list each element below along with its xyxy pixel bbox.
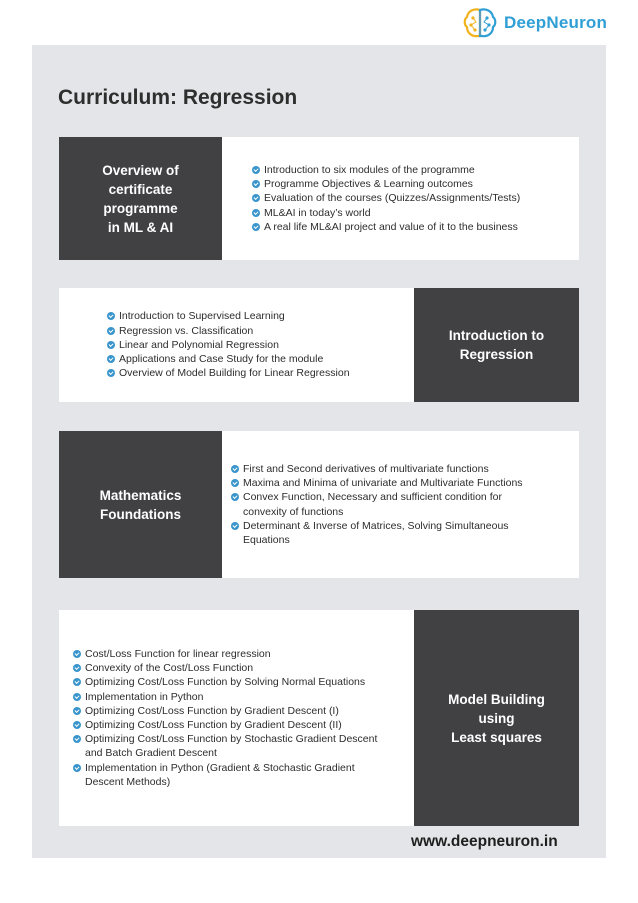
topic-list [73,647,394,789]
module-overview [59,137,579,260]
list-item: Convex Function, Necessary and sufficient condition for convexity of functions [231,490,567,518]
list-item: Maxima and Minima of univariate and Multivariate Functions [231,476,567,490]
brain-icon [462,6,498,40]
module-math-foundations [59,431,579,578]
list-item: Optimizing Cost/Loss Function by Gradient Descent (I) [73,704,394,718]
list-item: Optimizing Cost/Loss Function by Stochastic Gradient Descent and Batch Gradient Descent [73,732,394,760]
topic-list [252,163,520,234]
list-item: Applications and Case Study for the module [107,352,350,366]
module-heading-block [414,610,579,826]
module-heading: Model Building using Least squares [448,691,545,745]
page-title: Curriculum: Regression [58,86,298,109]
list-item: Determinant & Inverse of Matrices, Solving Simultaneous Equations [231,519,567,547]
module-topics-block [222,137,579,260]
brand-logo [462,6,607,40]
list-item: Optimizing Cost/Loss Function by Solving Normal Equations [73,675,394,689]
module-topics-block [222,431,579,578]
list-item: Introduction to six modules of the programme [252,163,520,177]
list-item: Regression vs. Classification [107,324,350,338]
module-intro-regression [59,288,579,402]
list-item: Linear and Polynomial Regression [107,338,350,352]
list-item: Implementation in Python [73,690,394,704]
list-item: Implementation in Python (Gradient & Stochastic Gradient Descent Methods) [73,761,394,789]
topic-list [231,462,567,547]
list-item: Evaluation of the courses (Quizzes/Assignments/Tests) [252,191,520,205]
list-item: Convexity of the Cost/Loss Function [73,661,394,675]
brand-name: DeepNeuron [504,13,608,32]
list-item: Introduction to Supervised Learning [107,309,350,323]
module-heading-block [59,431,222,578]
module-topics-block [59,610,414,826]
module-heading-block [414,288,579,402]
module-heading: Introduction to Regression [448,328,545,362]
module-heading-block [59,137,222,260]
module-heading: Mathematics Foundations [99,487,182,522]
list-item: Overview of Model Building for Linear Regression [107,366,350,380]
module-topics-block [59,288,414,402]
list-item: First and Second derivatives of multivariate functions [231,462,567,476]
list-item: A real life ML&AI project and value of it to the business [252,220,520,234]
module-model-building [59,610,579,826]
list-item: Programme Objectives & Learning outcomes [252,177,520,191]
module-heading: Overview of certificate programme in ML & AI [102,162,179,235]
topic-list [107,309,350,380]
footer-website-link[interactable]: www.deepneuron.in [411,833,558,850]
list-item: Cost/Loss Function for linear regression [73,647,394,661]
list-item: ML&AI in today’s world [252,206,520,220]
list-item: Optimizing Cost/Loss Function by Gradient Descent (II) [73,718,394,732]
